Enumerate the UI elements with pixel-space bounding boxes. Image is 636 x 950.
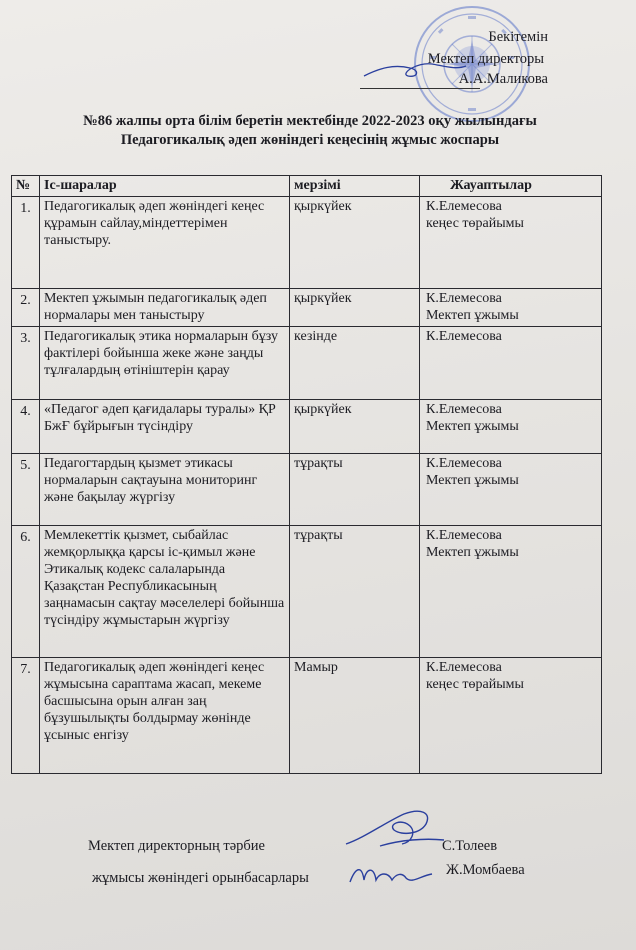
- row-activity: «Педагог әдеп қағидалары туралы» ҚР БжҒ бұйрығын түсіндіру: [40, 400, 290, 454]
- title-line-2: Педагогикалық әдеп жөніндегі кеңесінің жұмыс жоспары: [120, 132, 500, 148]
- table-header-row: [12, 176, 602, 197]
- responsible-name: К.Елемесова: [426, 291, 502, 306]
- row-time: тұрақты: [290, 526, 420, 658]
- approval-label: Бекітемін: [488, 29, 548, 45]
- responsible-role: Мектеп ұжымы: [426, 545, 519, 560]
- table-row: [12, 289, 602, 327]
- row-activity: Мектеп ұжымын педагогикалық әдеп нормалары мен таныстыру: [40, 289, 290, 327]
- row-responsible: [420, 197, 602, 289]
- row-activity: Педагогикалық әдеп жөніндегі кеңес құрамын сайлау,міндеттерімен таныстыру.: [40, 197, 290, 289]
- row-responsible: [420, 658, 602, 774]
- row-responsible: [420, 526, 602, 658]
- row-responsible: [420, 289, 602, 327]
- responsible-name: К.Елемесова: [426, 528, 502, 543]
- header-time: мерзімі: [290, 176, 420, 197]
- footer-position-line-2: жұмысы жөніндегі орынбасарлары: [92, 870, 309, 886]
- row-time: қыркүйек: [290, 289, 420, 327]
- responsible-role: Мектеп ұжымы: [426, 473, 519, 488]
- approval-name: А.А.Маликова: [458, 71, 548, 87]
- row-number: 3.: [12, 327, 40, 400]
- responsible-role: кеңес төрайымы: [426, 216, 524, 231]
- row-responsible: [420, 454, 602, 526]
- row-time: Мамыр: [290, 658, 420, 774]
- deputy-signature-2-icon: [346, 858, 436, 892]
- responsible-role: кеңес төрайымы: [426, 677, 524, 692]
- footer-position-line-1: Мектеп директорның тәрбие: [88, 838, 265, 854]
- footer-name-2: Ж.Момбаева: [446, 862, 525, 878]
- row-activity: Педагогикалық әдеп жөніндегі кеңес жұмысына сараптама жасап, мекеме басшысына орын алған заң бұзушылықты болдырмау жөнінде ұсыныс енгізу: [40, 658, 290, 774]
- row-number: 5.: [12, 454, 40, 526]
- row-number: 6.: [12, 526, 40, 658]
- table-row: [12, 400, 602, 454]
- row-time: тұрақты: [290, 454, 420, 526]
- header-number: №: [12, 176, 40, 197]
- table-row: [12, 454, 602, 526]
- responsible-name: К.Елемесова: [426, 660, 502, 675]
- row-time: кезінде: [290, 327, 420, 400]
- table-row: [12, 327, 602, 400]
- responsible-name: К.Елемесова: [426, 199, 502, 214]
- title-line-1: №86 жалпы орта білім беретін мектебінде 2022-2023 оқу жылындағы: [83, 113, 537, 129]
- row-responsible: [420, 327, 602, 400]
- director-signature-icon: [360, 54, 470, 84]
- plan-table: [11, 175, 602, 774]
- row-activity: Педагогикалық этика нормаларын бұзу фактілері бойынша жеке және заңды тұлғалардың өтініштерін қарау: [40, 327, 290, 400]
- row-time: қыркүйек: [290, 400, 420, 454]
- row-number: 4.: [12, 400, 40, 454]
- row-activity: Педагогтардың қызмет этикасы нормаларын сақтауына мониторинг және бақылау жүргізу: [40, 454, 290, 526]
- responsible-role: Мектеп ұжымы: [426, 308, 519, 323]
- deputy-signature-1-icon: [340, 800, 450, 860]
- responsible-name: К.Елемесова: [426, 456, 502, 471]
- header-responsible: Жауаптылар: [420, 176, 602, 197]
- row-time: қыркүйек: [290, 197, 420, 289]
- row-number: 2.: [12, 289, 40, 327]
- responsible-name: К.Елемесова: [426, 402, 502, 417]
- responsible-role: Мектеп ұжымы: [426, 419, 519, 434]
- row-number: 7.: [12, 658, 40, 774]
- approval-position: Мектеп директоры: [427, 51, 544, 67]
- table-row: [12, 197, 602, 289]
- table-row: [12, 658, 602, 774]
- header-activity: Іс-шаралар: [40, 176, 290, 197]
- footer-name-1: С.Толеев: [442, 838, 498, 854]
- responsible-name: К.Елемесова: [426, 329, 502, 344]
- row-activity: Мемлекеттік қызмет, сыбайлас жемқорлыққа қарсы іс-қимыл және Этикалық кодекс салаларында Қазақстан Республикасының заңнамасын сақтау мәселелері бойынша түсіндіру жұмыстарын жүргізу: [40, 526, 290, 658]
- document-title: [30, 112, 590, 150]
- row-number: 1.: [12, 197, 40, 289]
- signature-line: [360, 88, 480, 89]
- table-row: [12, 526, 602, 658]
- row-responsible: [420, 400, 602, 454]
